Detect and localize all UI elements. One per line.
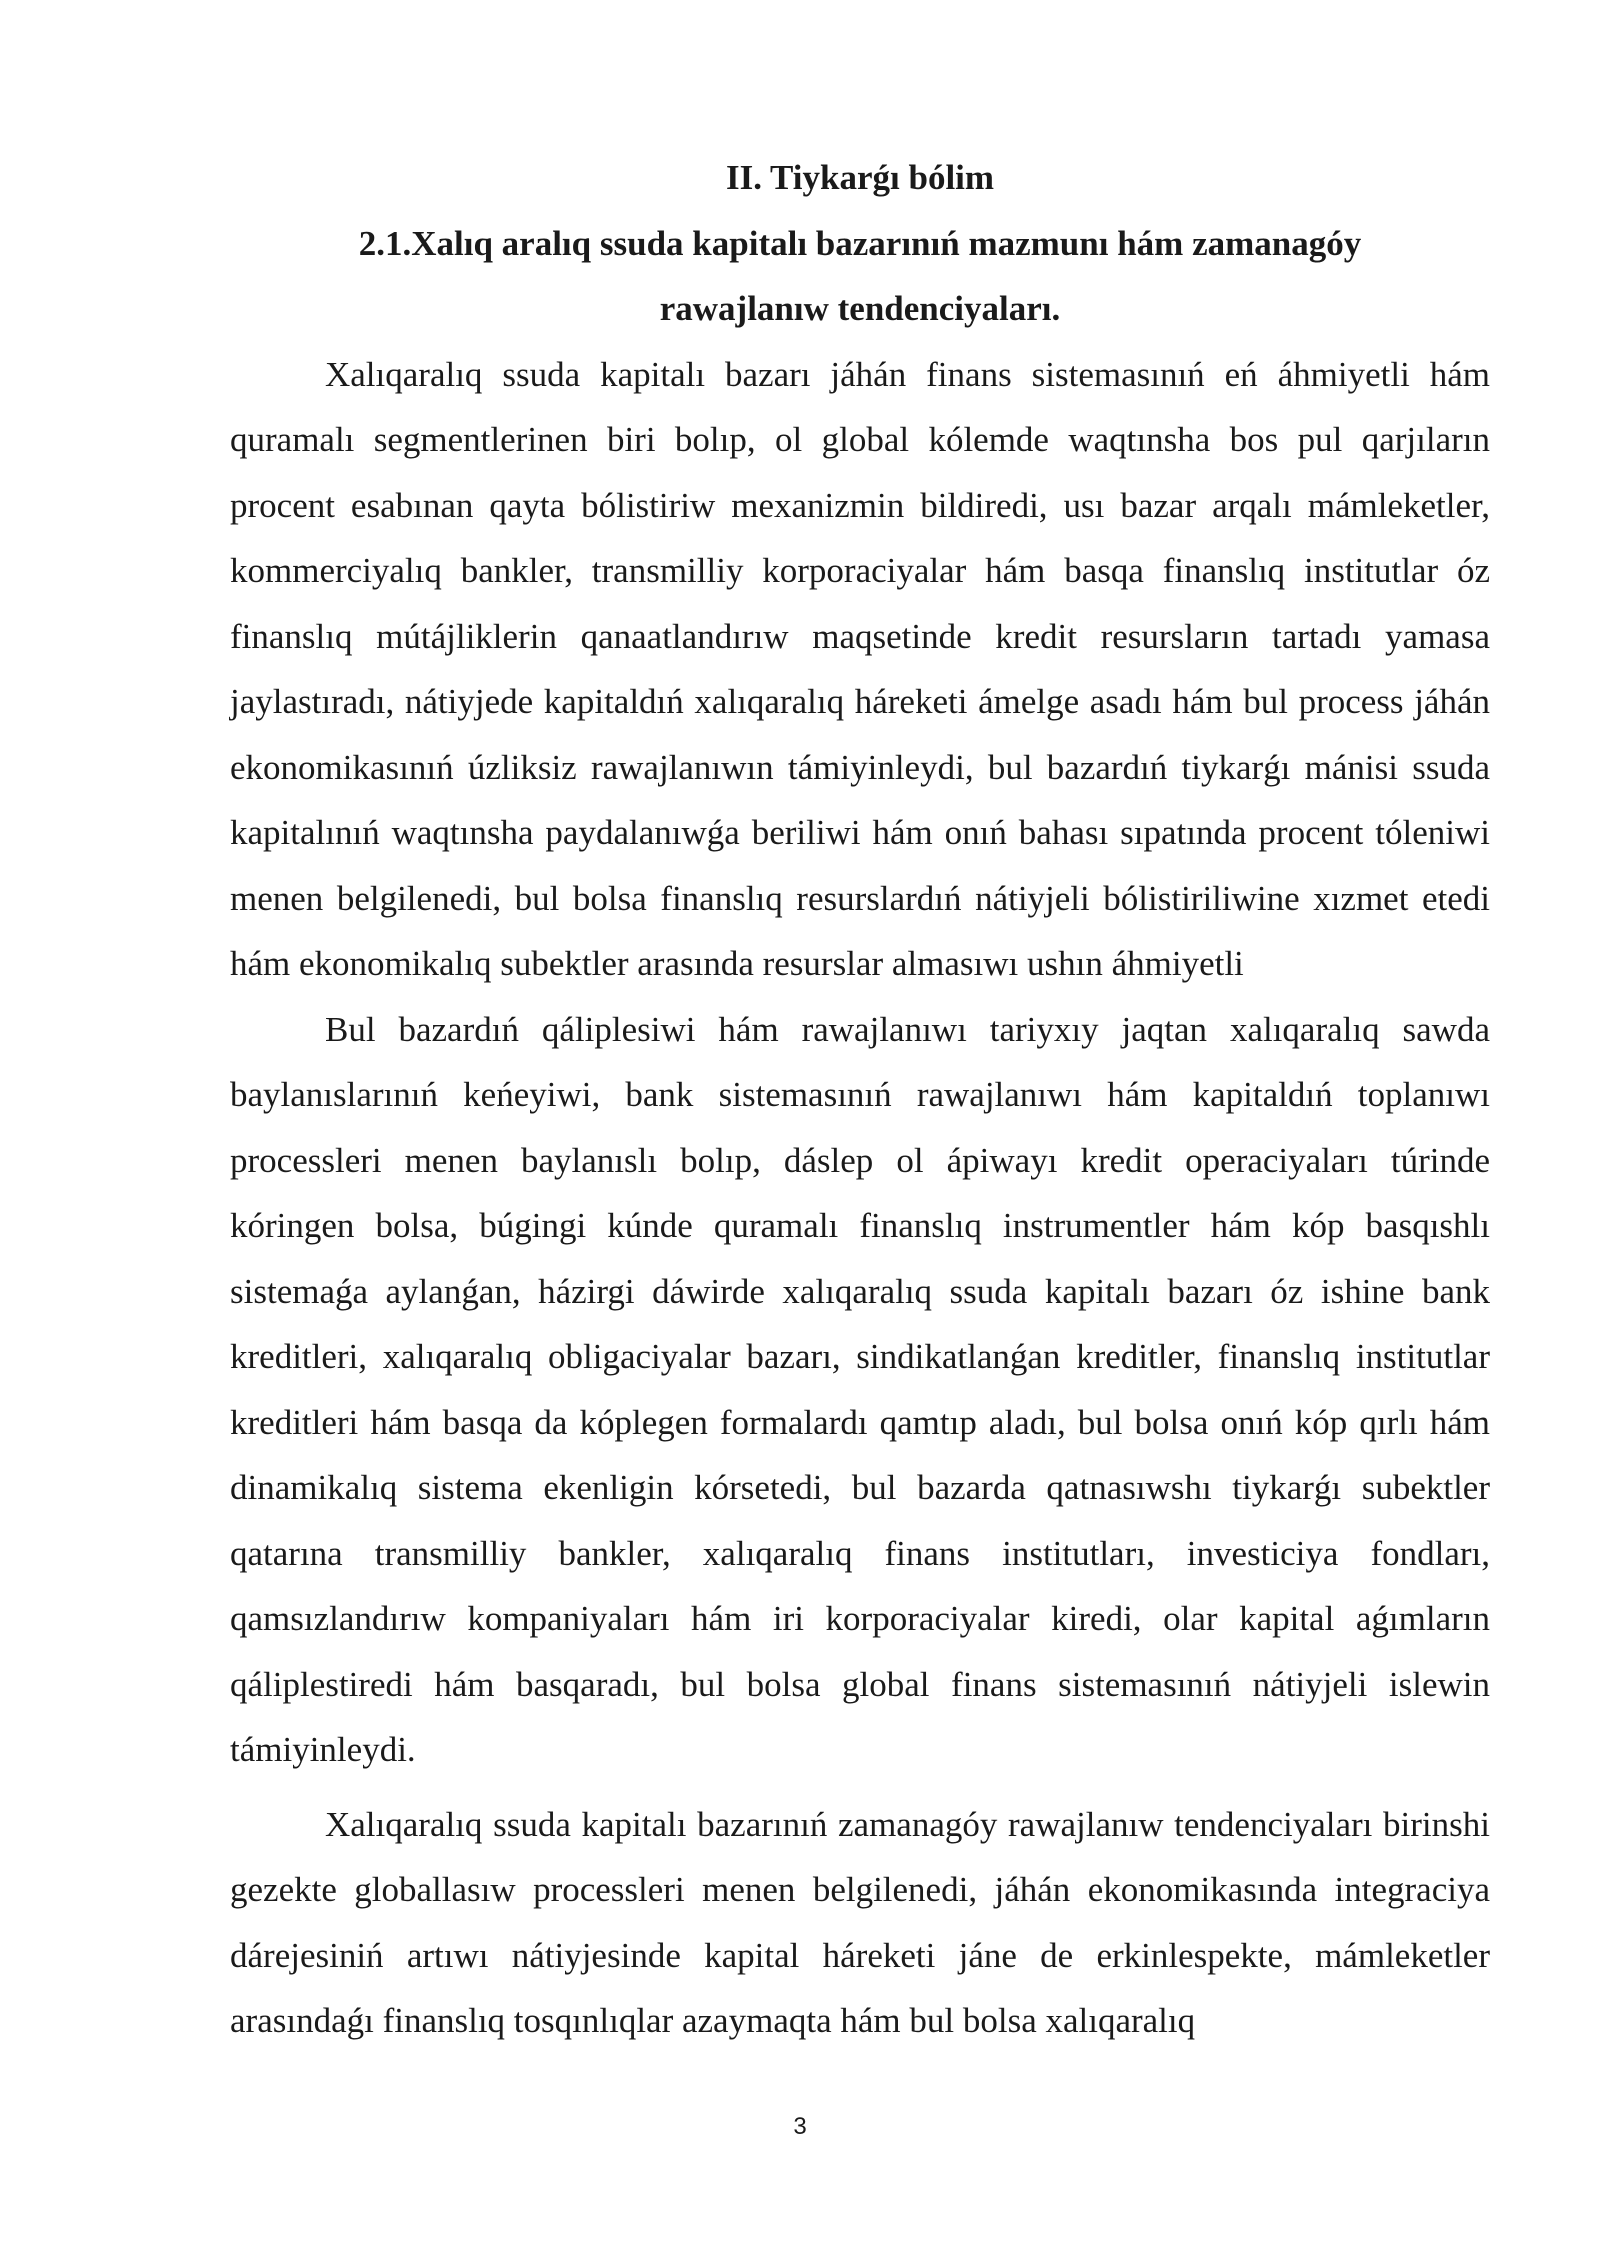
paragraph-2: Bul bazardıń qáliplesiwi hám rawajlanıwı tariyxıy jaqtan xalıqaralıq sawda baylanıslarınıń keńeyiwi, bank sistemasınıń rawajlanıwı hám kapitaldıń toplanıwı processleri menen baylanıslı bolıp, dáslep ol ápiwayı kredit operaciyaları túrinde kóringen bolsa, búgingi kúnde quramalı finanslıq instrumentler hám kóp basqıshlı sistemaǵa aylanǵan, házirgi dáwirde xalıqaralıq ssuda kapitalı bazarı óz ishine bank kreditleri, xalıqaralıq obligaciyalar bazarı, sindikatlanǵan kreditler, finanslıq institutlar kreditleri hám basqa da kóplegen formalardı qamtıp aladı, bul bolsa onıń kóp qırlı hám dinamikalıq sistema ekenligin kórsetedi, bul bazarda qatnasıwshı tiykarǵı subektler qatarına transmilliy bankler, xalıqaralıq finans institutları, investiciya fondları, qamsızlandırıw kompaniyaları hám iri korporaciyalar kiredi, olar kapital aǵımların qáliplestiredi hám basqaradı, bul bolsa global finans sistemasınıń nátiyjeli islewin támiyinleydi. <box>230 1009 1490 1769</box>
page-body <box>230 145 1490 2054</box>
section-title: II. Tiykarǵı bólim <box>725 158 995 197</box>
subsection-title-line-2: rawajlanıw tendenciyaları. <box>659 289 1061 328</box>
subsection-title-line-1: 2.1.Xalıq aralıq ssuda kapitalı bazarınıń mazmunı hám zamanagóy <box>358 223 1362 263</box>
page-number: 3 <box>793 2113 807 2140</box>
paragraph-1: Xalıqaralıq ssuda kapitalı bazarı jáhán finans sistemasınıń eń áhmiyetli hám quramalı segmentlerinen biri bolıp, ol global kólemde waqtınsha bos pul qarjıların procent esabınan qayta bólistiriw mexanizmin bildiredi, usı bazar arqalı mámleketler, kommerciyalıq bankler, transmilliy korporaciyalar hám basqa finanslıq institutlar óz finanslıq mútájliklerin qanaatlandırıw maqsetinde kredit resursların tartadı yamasa jaylastıradı, nátiyjede kapitaldıń xalıqaralıq háreketi ámelge asadı hám bul process jáhán ekonomikasınıń úzliksiz rawajlanıwın támiyinleydi, bul bazardıń tiykarǵı mánisi ssuda kapitalınıń waqtınsha paydalanıwǵa beriliwi hám onıń bahası sıpatında procent tóleniwi menen belgilenedi, bul bolsa finanslıq resurslardıń nátiyjeli bólistiriliwine xızmet etedi hám ekonomikalıq subektler arasında resurslar almasıwı ushın áhmiyetli <box>230 354 1490 983</box>
paragraph-3: Xalıqaralıq ssuda kapitalı bazarınıń zamanagóy rawajlanıw tendenciyaları birinshi gezekte globallasıw processleri menen belgilenedi, jáhán ekonomikasında integraciya dárejesiniń artıwı nátiyjesinde kapital háreketi jáne de erkinlespekte, mámleketler arasındaǵı finanslıq tosqınlıqlar azaymaqta hám bul bolsa xalıqaralıq <box>230 1804 1490 2040</box>
